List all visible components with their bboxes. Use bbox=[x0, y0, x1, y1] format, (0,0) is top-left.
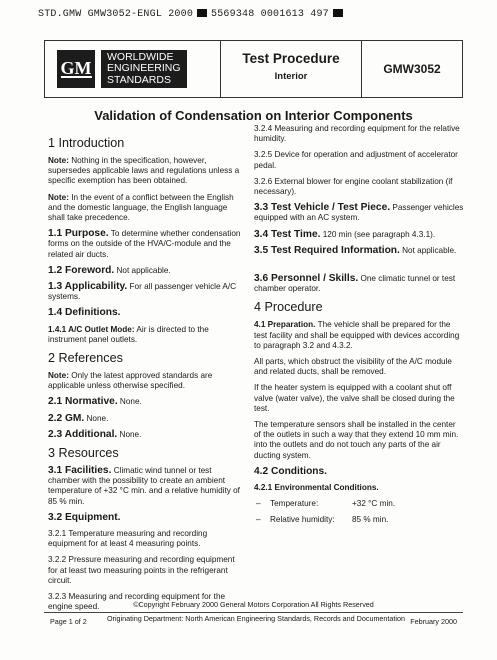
doc-category: Interior bbox=[274, 71, 308, 82]
note: Note: Only the latest approved standards are applicable unless otherwise specified. bbox=[48, 371, 213, 391]
footer-divider bbox=[44, 612, 463, 613]
section-heading: 1 Introduction bbox=[48, 136, 125, 150]
footer-date: February 2000 bbox=[410, 617, 457, 626]
page-number: Page 1 of 2 bbox=[50, 617, 87, 626]
paragraph-3-2-6: 3.2.6 External blower for engine coolant stabilization (if necessary). bbox=[254, 176, 453, 197]
section-heading: 3 Resources bbox=[48, 446, 119, 461]
paragraph-1-4-1: 1.4.1 A/C Outlet Mode: Air is directed to the instrument panel outlets. bbox=[48, 324, 209, 344]
paragraph-3-2: 3.2 Equipment. bbox=[48, 511, 121, 523]
document-header bbox=[44, 40, 463, 98]
paragraph-1-1: 1.1 Purpose. To determine whether condensation forms on the outside of the HVA/C-module and the related air ducts. bbox=[48, 228, 241, 259]
paragraph-2-2: 2.2 GM. None. bbox=[48, 412, 109, 424]
paragraph-parts: All parts, which obstruct the visibility of the A/C module and related ducts, shall be removed. bbox=[254, 357, 452, 377]
control-code-right: 5569348 0001613 497 bbox=[211, 9, 329, 20]
paragraph-3-4: 3.4 Test Time. 120 min (see paragraph 4.3.1). bbox=[254, 228, 436, 240]
document-control-line bbox=[38, 9, 458, 23]
paragraph-sensors: The temperature sensors shall be installed in the center of the outlets in such a way that they extend 10 mm min. into the outlets and do not touch any parts of the air ducting system. bbox=[254, 420, 459, 460]
paragraph-3-5: 3.5 Test Required Information. Not applicable. bbox=[254, 244, 457, 256]
paragraph-4-2-1: 4.2.1 Environmental Conditions. bbox=[254, 483, 379, 493]
paragraph-3-2-5: 3.2.5 Device for operation and adjustment of accelerator pedal. bbox=[254, 150, 458, 170]
paragraph-1-4: 1.4 Definitions. bbox=[48, 307, 121, 319]
paragraph-4-1: 4.1 Preparation. The vehicle shall be prepared for the test facility and shall be equipped with devices according to paragraph 3.2 and 4.3.2. bbox=[254, 320, 460, 350]
condition-row: – Temperature: +32 °C min. bbox=[256, 499, 396, 509]
paragraph-3-2-2: 3.2.2 Pressure measuring and recording equipment for at least two measuring points in the refrigerant circuit. bbox=[48, 555, 235, 585]
document-title: Validation of Condensation on Interior Components bbox=[94, 108, 413, 123]
copyright-notice: ©Copyright February 2000 General Motors Corporation All Rights Reserved bbox=[133, 600, 374, 609]
note: Note: Nothing in the specification, however, supersedes applicable laws and regulations unless a specific exemption has been obtained. bbox=[48, 156, 240, 186]
paragraph-3-3: 3.3 Test Vehicle / Test Piece. Passenger vehicles equipped with an AC system. bbox=[254, 202, 464, 223]
paragraph-1-3: 1.3 Applicability. For all passenger vehicle A/C systems. bbox=[48, 281, 237, 302]
section-heading: 2 References bbox=[48, 351, 123, 366]
paragraph-3-6: 3.6 Personnel / Skills. One climatic tunnel or test chamber operator. bbox=[254, 273, 456, 294]
note: Note: In the event of a conflict between the English and the domestic language, the English language shall take precedence. bbox=[48, 192, 234, 223]
barcode-block bbox=[197, 9, 207, 17]
org-name: WORLDWIDE ENGINEERING STANDARDS bbox=[101, 50, 187, 88]
left-column bbox=[48, 136, 244, 619]
paragraph-1-2: 1.2 Foreword. Not applicable. bbox=[48, 264, 171, 276]
logo-cell bbox=[45, 41, 221, 97]
paragraph-heater: If the heater system is equipped with a coolant shut off valve (water valve), the valve shall be closed during the test. bbox=[254, 383, 455, 413]
doc-number: GMW3052 bbox=[383, 62, 441, 76]
paragraph-2-1: 2.1 Normative. None. bbox=[48, 396, 142, 408]
paragraph-3-1: 3.1 Facilities. Climatic wind tunnel or test chamber with the possibility to create an ambient temperature of +32 °C min. and a relative humidity of 85 % min. bbox=[48, 465, 240, 506]
control-code-left: STD.GMW GMW3052-ENGL 2000 bbox=[38, 9, 194, 20]
condition-row: – Relative humidity: 85 % min. bbox=[256, 515, 389, 525]
gm-logo: GM bbox=[57, 50, 95, 88]
originating-department: Originating Department: North American Engineering Standards, Records and Documentation bbox=[106, 614, 406, 623]
paragraph-3-2-1: 3.2.1 Temperature measuring and recording equipment for at least 4 measuring points. bbox=[48, 529, 208, 549]
doc-type-cell bbox=[221, 41, 362, 97]
section-heading: 4 Procedure bbox=[254, 300, 323, 315]
barcode-block bbox=[333, 9, 343, 17]
paragraph-3-2-3: 3.2.3 Measuring and recording equipment for the engine speed. bbox=[48, 592, 226, 612]
paragraph-2-3: 2.3 Additional. None. bbox=[48, 428, 142, 440]
doc-type: Test Procedure bbox=[242, 51, 340, 66]
paragraph-4-2: 4.2 Conditions. bbox=[254, 465, 328, 477]
right-column bbox=[254, 124, 464, 532]
paragraph-3-2-4: 3.2.4 Measuring and recording equipment for the relative humidity. bbox=[254, 124, 460, 144]
